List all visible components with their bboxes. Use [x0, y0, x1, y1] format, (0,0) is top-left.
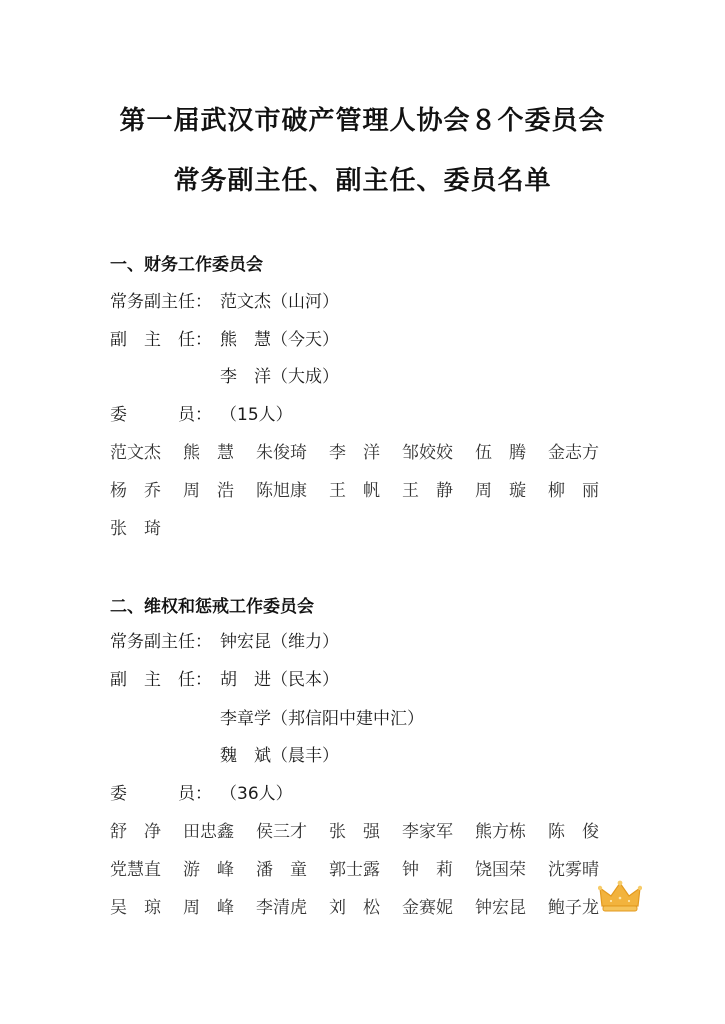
- person-name: 熊 慧（今天）: [220, 329, 339, 350]
- role-label: 副 主 任：: [110, 669, 212, 690]
- members-line: [110, 779, 293, 803]
- members-count: （15人）: [220, 404, 293, 425]
- member-name: 饶国荣: [475, 860, 526, 880]
- member-name: 沈雾晴: [548, 860, 599, 880]
- member-name: 杨 乔: [110, 481, 161, 501]
- members-line: [110, 400, 293, 424]
- vice-line: [110, 325, 339, 349]
- vice-line: [110, 665, 339, 689]
- vice-line-extra: [220, 741, 339, 765]
- person-name: 胡 进（民本）: [220, 669, 339, 690]
- member-name: 伍 腾: [475, 443, 526, 463]
- member-name: 李 洋: [329, 443, 380, 463]
- member-name: 吴 琼: [110, 898, 161, 918]
- member-name: 周 璇: [475, 481, 526, 501]
- member-name: 党慧直: [110, 860, 161, 880]
- member-name: 游 峰: [183, 860, 234, 880]
- executive-vice-line: [110, 287, 339, 311]
- member-name: 陈旭康: [256, 481, 307, 501]
- person-name: 范文杰（山河）: [220, 291, 339, 312]
- member-name: 李家军: [402, 822, 453, 842]
- member-name: 周 峰: [183, 898, 234, 918]
- members-row: [110, 817, 621, 841]
- member-name: 金赛妮: [402, 898, 453, 918]
- executive-vice-line: [110, 627, 339, 651]
- person-name: 李 洋（大成）: [220, 366, 339, 387]
- member-name: 范文杰: [110, 443, 161, 463]
- document-title-line2: 常务副主任、副主任、委员名单: [173, 166, 552, 196]
- member-name: 刘 松: [329, 898, 380, 918]
- member-name: 钟宏昆: [475, 898, 526, 918]
- crown-icon: [598, 880, 642, 914]
- member-name: 金志方: [548, 443, 599, 463]
- member-name: 田忠鑫: [183, 822, 234, 842]
- role-label: 委 员：: [110, 404, 212, 425]
- role-label: 副 主 任：: [110, 329, 212, 350]
- role-label: 常务副主任：: [110, 631, 212, 652]
- member-name: 张 强: [329, 822, 380, 842]
- member-name: 舒 净: [110, 822, 161, 842]
- member-name: 陈 俊: [548, 822, 599, 842]
- role-label: 委 员：: [110, 783, 212, 804]
- member-name: 熊 慧: [183, 443, 234, 463]
- members-row: [110, 855, 621, 879]
- member-name: 朱俊琦: [256, 443, 307, 463]
- member-name: 王 静: [402, 481, 453, 501]
- member-name: 张 琦: [110, 519, 161, 539]
- member-name: 钟 莉: [402, 860, 453, 880]
- member-name: 王 帆: [329, 481, 380, 501]
- person-name: 魏 斌（晨丰）: [220, 745, 339, 766]
- members-count: （36人）: [220, 783, 293, 804]
- member-name: 柳 丽: [548, 481, 599, 501]
- members-row: [110, 476, 621, 500]
- members-row: [110, 893, 621, 917]
- member-name: 郭士露: [329, 860, 380, 880]
- member-name: 熊方栋: [475, 822, 526, 842]
- section-heading-finance: 一、财务工作委员会: [110, 255, 263, 275]
- document-title-line1: 第一届武汉市破产管理人协会８个委员会: [119, 106, 606, 136]
- member-name: 李清虎: [256, 898, 307, 918]
- member-name: 邹姣姣: [402, 443, 453, 463]
- members-row: [110, 514, 183, 538]
- role-label: 常务副主任：: [110, 291, 212, 312]
- member-name: 鲍子龙: [548, 898, 599, 918]
- member-name: 侯三才: [256, 822, 307, 842]
- vice-line-extra: [220, 362, 339, 386]
- person-name: 李章学（邦信阳中建中汇）: [220, 708, 424, 729]
- members-row: [110, 438, 621, 462]
- member-name: 潘 童: [256, 860, 307, 880]
- person-name: 钟宏昆（维力）: [220, 631, 339, 652]
- vice-line-extra: [220, 704, 424, 728]
- member-name: 周 浩: [183, 481, 234, 501]
- section-heading-rights: 二、维权和惩戒工作委员会: [110, 597, 314, 617]
